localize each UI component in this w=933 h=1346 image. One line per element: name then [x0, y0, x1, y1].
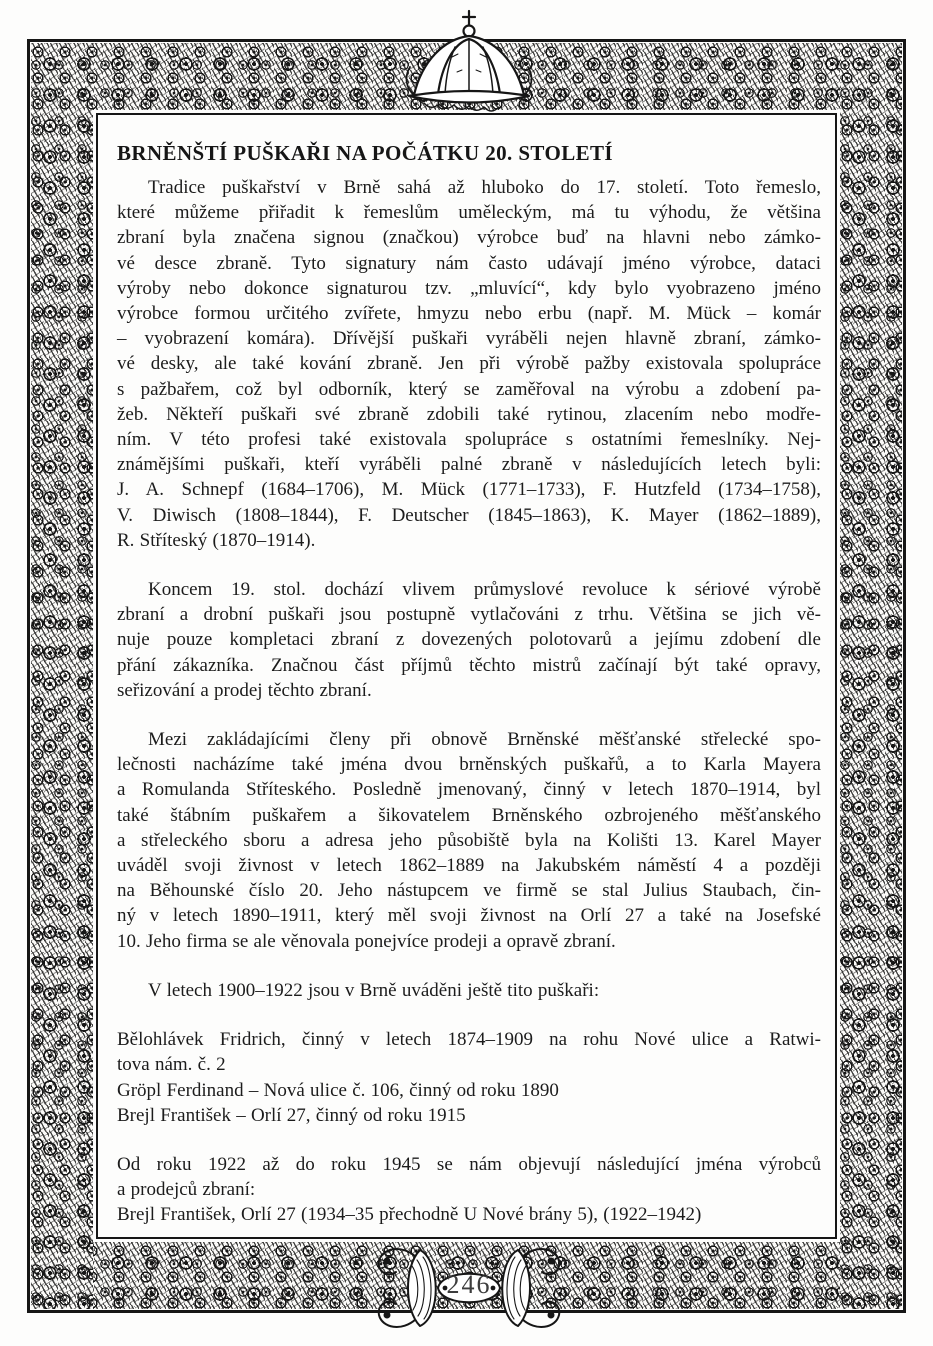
text-line: Koncem 19. stol. dochází vlivem průmyslové revoluce k sériové výrobě	[148, 579, 821, 601]
text-line: Od roku 1922 až do roku 1945 se nám objevují následující jména výrobců	[117, 1153, 821, 1175]
text-line: Brejl František, Orlí 27 (1934–35 přechodně U Nové brány 5), (1922–1942)	[117, 1204, 702, 1226]
text-line: vé desce zbraně. Tyto signatury nám často udávají jméno výrobce, dataci	[117, 252, 821, 274]
text-line: zbraní byla značena signou (značkou) výrobce buď na hlavni nebo zámko-	[117, 227, 821, 249]
text-line: R. Stříteský (1870–1914).	[117, 529, 316, 551]
text-line: lečnosti nacházíme také jména dvou brněnských puškařů, a to Karla Mayera	[117, 754, 821, 776]
text-line: V letech 1900–1922 jsou v Brně uváděni ještě tito puškaři:	[148, 979, 600, 1001]
page-content	[117, 141, 821, 1228]
text-line: ním. V této profesi také existovala spolupráce s ostatními řemeslníky. Nej-	[117, 429, 821, 451]
paragraph	[117, 1152, 821, 1228]
text-line: přání zákazníka. Značnou část příjmů těchto mistrů začínají být také opravy,	[117, 654, 821, 676]
text-line: J. A. Schnepf (1684–1706), M. Mück (1771–1733), F. Hutzfeld (1734–1758),	[117, 479, 821, 501]
crown-ornament-icon	[384, 8, 554, 114]
text-line: žeb. Někteří puškaři své zbraně zdobili také rytinou, zlacením nebo modře-	[117, 403, 821, 425]
text-line: známějšími puškaři, kteří vyráběli palné zbraně v následujících letech byli:	[117, 454, 821, 476]
text-line: Brejl František – Orlí 27, činný od roku 1915	[117, 1104, 466, 1126]
paragraph	[117, 1027, 821, 1128]
text-line: a prodejců zbraní:	[117, 1179, 256, 1201]
text-line: uváděl svoji živnost v letech 1862–1889 na Jakubském náměstí 4 a později	[117, 855, 821, 877]
text-line: – vyobrazení komára). Dřívější puškaři vyráběli nejen hlavně zbraní, zámko-	[117, 328, 821, 350]
text-line: které můžeme přiřadit k řemeslům uměleckým, má tu výhodu, že většina	[117, 202, 821, 224]
body-text	[117, 175, 821, 1228]
paragraph	[117, 577, 821, 703]
text-line: s pažbařem, což byl odborník, který se zaměřoval na výrobu a zdobení pa-	[117, 378, 821, 400]
text-line: tova nám. č. 2	[117, 1054, 226, 1076]
text-line: Gröpl Ferdinand – Nová ulice č. 106, činný od roku 1890	[117, 1079, 559, 1101]
text-line: seřizování a prodej těchto zbraní.	[117, 679, 372, 701]
text-line: 10. Jeho firma se ale věnovala ponejvíce prodeji a opravě zbraní.	[117, 930, 616, 952]
paragraph	[117, 727, 821, 954]
text-line: nuje pouze kompletaci zbraní z dovezených polotovarů a jejímu zdobení dle	[117, 629, 821, 651]
page-number: 246	[446, 1270, 492, 1299]
paragraph	[117, 978, 821, 1003]
text-line: Tradice puškařství v Brně sahá až hluboko do 17. století. Toto řemeslo,	[148, 177, 821, 198]
page-number-cartouche	[362, 1240, 576, 1336]
text-line: ný v letech 1890–1911, který měl svoji živnost na Orlí 27 a také na Josefské	[117, 905, 821, 927]
page-title: BRNĚNŠTÍ PUŠKAŘI NA POČÁTKU 20. STOLETÍ	[117, 141, 613, 165]
ornate-border-right	[840, 43, 902, 1309]
text-line: výroby nebo dokonce signaturou tzv. „mluvící“, kdy bylo vyobrazeno jméno	[117, 277, 821, 299]
text-line: V. Diwisch (1808–1844), F. Deutscher (1845–1863), K. Mayer (1862–1889),	[117, 504, 821, 526]
text-line: Mezi zakládajícími členy při obnově Brněnské měšťanské střelecké spo-	[148, 729, 821, 751]
ornate-border-left	[31, 43, 93, 1309]
text-line: vé desky, ale také kování zbraně. Jen při výrobě pažby existovala spolupráce	[117, 353, 821, 375]
text-line: a střeleckého sboru a adresa jeho působiště byla na Kolišti 13. Karel Mayer	[117, 829, 821, 851]
text-line: zbraní a drobní puškaři jsou postupně vytlačováni z trhu. Většina se jich vě-	[117, 604, 821, 626]
text-line: také štábním puškařem a šikovatelem Brněnského ozbrojeného měšťanského	[117, 804, 821, 826]
text-line: Bělohlávek Fridrich, činný v letech 1874–1909 na rohu Nové ulice a Ratwi-	[117, 1029, 821, 1051]
text-line: výrobce formou určitého zvířete, hmyzu nebo erbu (např. M. Mück – komár	[117, 303, 821, 325]
text-line: a Romulanda Stříteského. Posledně jmenovaný, činný v letech 1870–1914, byl	[117, 779, 821, 801]
text-line: na Běhounské číslo 20. Jeho nástupcem ve firmě se stal Julius Staubach, čin-	[117, 880, 821, 902]
paragraph	[117, 175, 821, 553]
